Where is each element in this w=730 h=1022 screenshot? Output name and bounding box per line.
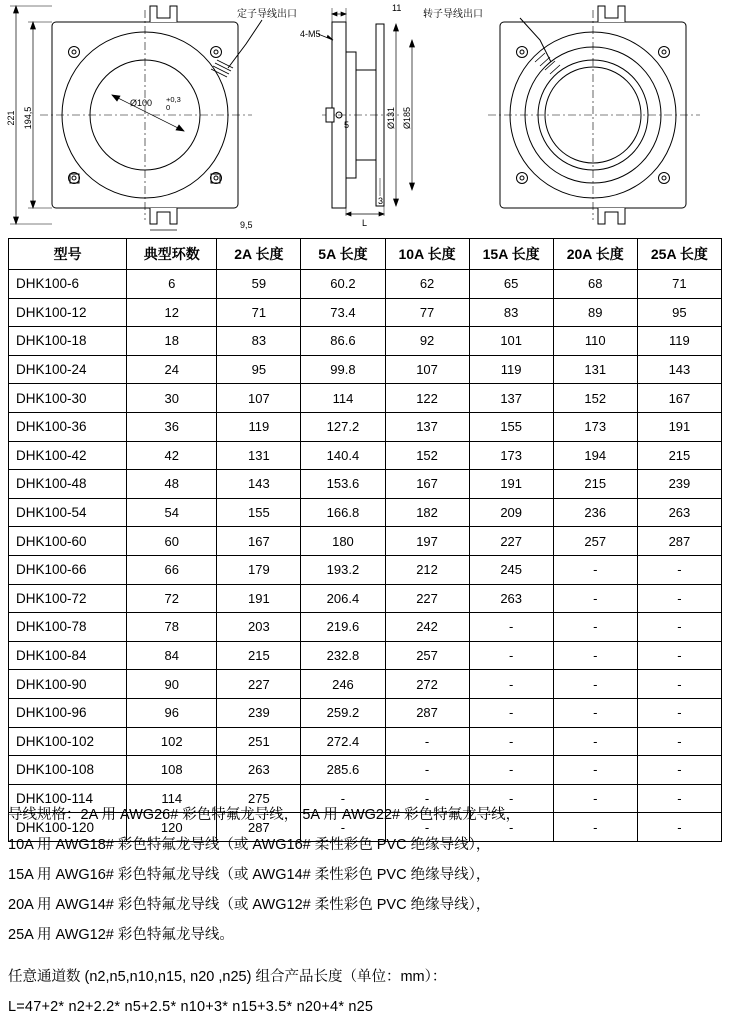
cell-5a: - bbox=[301, 784, 385, 813]
cell-15a: 101 bbox=[469, 327, 553, 356]
cell-25a: - bbox=[637, 813, 721, 842]
cell-2a: 287 bbox=[217, 813, 301, 842]
cell-rings: 114 bbox=[127, 784, 217, 813]
cell-20a: 110 bbox=[553, 327, 637, 356]
cell-2a: 119 bbox=[217, 412, 301, 441]
table-row bbox=[9, 555, 722, 584]
cell-15a: 209 bbox=[469, 498, 553, 527]
cell-10a: 107 bbox=[385, 355, 469, 384]
cell-20a: - bbox=[553, 613, 637, 642]
cell-2a: 275 bbox=[217, 784, 301, 813]
dim-3: 3 bbox=[378, 196, 384, 206]
cell-2a: 131 bbox=[217, 441, 301, 470]
dim-bore: Ø100 bbox=[129, 98, 153, 108]
table-row bbox=[9, 441, 722, 470]
cell-10a: - bbox=[385, 813, 469, 842]
notes-section bbox=[8, 800, 722, 1022]
cell-15a: 155 bbox=[469, 412, 553, 441]
cell-10a: 62 bbox=[385, 270, 469, 299]
note-line-3: 15A 用 AWG16# 彩色特氟龙导线（或 AWG14# 柔性彩色 PVC 绝缘导线）， bbox=[8, 867, 491, 883]
cell-25a: 95 bbox=[637, 298, 721, 327]
cell-15a: 227 bbox=[469, 527, 553, 556]
cell-20a: - bbox=[553, 555, 637, 584]
cell-25a: - bbox=[637, 756, 721, 785]
technical-drawing bbox=[0, 0, 730, 238]
cell-model: DHK100-12 bbox=[9, 298, 127, 327]
cell-model: DHK100-6 bbox=[9, 270, 127, 299]
dim-L: L bbox=[362, 218, 368, 228]
table-row bbox=[9, 412, 722, 441]
cell-rings: 6 bbox=[127, 270, 217, 299]
label-stator-outlet: 定子导线出口 bbox=[237, 9, 297, 20]
cell-5a: - bbox=[301, 813, 385, 842]
cell-10a: 227 bbox=[385, 584, 469, 613]
cell-rings: 30 bbox=[127, 384, 217, 413]
footer-line-1: 任意通道数 (n2,n5,n10,n15, n20 ,n25) 组合产品长度（单位：mm）： bbox=[8, 969, 447, 985]
cell-model: DHK100-78 bbox=[9, 613, 127, 642]
cell-20a: - bbox=[553, 641, 637, 670]
cell-5a: 114 bbox=[301, 384, 385, 413]
cell-5a: 232.8 bbox=[301, 641, 385, 670]
cell-rings: 84 bbox=[127, 641, 217, 670]
cell-model: DHK100-90 bbox=[9, 670, 127, 699]
cell-10a: 137 bbox=[385, 412, 469, 441]
cell-15a: - bbox=[469, 727, 553, 756]
cell-20a: 131 bbox=[553, 355, 637, 384]
cell-rings: 102 bbox=[127, 727, 217, 756]
cell-20a: 236 bbox=[553, 498, 637, 527]
dim-194-5: 194,5 bbox=[23, 106, 33, 130]
cell-20a: - bbox=[553, 756, 637, 785]
cell-15a: - bbox=[469, 698, 553, 727]
cell-20a: 194 bbox=[553, 441, 637, 470]
cell-model: DHK100-24 bbox=[9, 355, 127, 384]
cell-model: DHK100-120 bbox=[9, 813, 127, 842]
spec-table bbox=[8, 238, 722, 842]
cell-2a: 71 bbox=[217, 298, 301, 327]
table-row bbox=[9, 698, 722, 727]
table-row bbox=[9, 270, 722, 299]
cell-25a: - bbox=[637, 698, 721, 727]
cell-rings: 72 bbox=[127, 584, 217, 613]
cell-10a: - bbox=[385, 756, 469, 785]
cell-20a: - bbox=[553, 670, 637, 699]
cell-15a: - bbox=[469, 784, 553, 813]
cell-20a: - bbox=[553, 813, 637, 842]
cell-10a: 167 bbox=[385, 470, 469, 499]
cell-2a: 59 bbox=[217, 270, 301, 299]
cell-10a: 182 bbox=[385, 498, 469, 527]
table-row bbox=[9, 355, 722, 384]
cell-15a: 263 bbox=[469, 584, 553, 613]
cell-model: DHK100-42 bbox=[9, 441, 127, 470]
cell-25a: - bbox=[637, 727, 721, 756]
cell-10a: - bbox=[385, 784, 469, 813]
cell-15a: 245 bbox=[469, 555, 553, 584]
cell-rings: 120 bbox=[127, 813, 217, 842]
note-line-1: 导线规格：2A 用 AWG26# 彩色特氟龙导线， 5A 用 AWG22# 彩色特氟龙导线， bbox=[8, 807, 521, 823]
col-header-10a: 10A 长度 bbox=[385, 239, 469, 270]
cell-25a: - bbox=[637, 555, 721, 584]
cell-model: DHK100-84 bbox=[9, 641, 127, 670]
cell-25a: - bbox=[637, 613, 721, 642]
cell-model: DHK100-30 bbox=[9, 384, 127, 413]
cell-15a: - bbox=[469, 756, 553, 785]
cell-2a: 203 bbox=[217, 613, 301, 642]
table-row bbox=[9, 641, 722, 670]
cell-5a: 285.6 bbox=[301, 756, 385, 785]
note-line-5: 25A 用 AWG12# 彩色特氟龙导线。 bbox=[8, 927, 234, 943]
cell-25a: - bbox=[637, 784, 721, 813]
cell-2a: 251 bbox=[217, 727, 301, 756]
cell-10a: 92 bbox=[385, 327, 469, 356]
cell-20a: 257 bbox=[553, 527, 637, 556]
dim-221: 221 bbox=[6, 110, 16, 126]
cell-15a: - bbox=[469, 670, 553, 699]
label-4-m5: 4-M5 bbox=[300, 29, 321, 39]
cell-2a: 107 bbox=[217, 384, 301, 413]
cell-15a: 137 bbox=[469, 384, 553, 413]
dim-131: Ø131 bbox=[386, 106, 396, 130]
note-line-4: 20A 用 AWG14# 彩色特氟龙导线（或 AWG12# 柔性彩色 PVC 绝缘导线）， bbox=[8, 897, 491, 913]
cell-15a: 119 bbox=[469, 355, 553, 384]
cell-5a: 219.6 bbox=[301, 613, 385, 642]
cell-rings: 96 bbox=[127, 698, 217, 727]
cell-5a: 246 bbox=[301, 670, 385, 699]
cell-5a: 60.2 bbox=[301, 270, 385, 299]
cell-10a: - bbox=[385, 727, 469, 756]
cell-25a: 191 bbox=[637, 412, 721, 441]
cell-rings: 18 bbox=[127, 327, 217, 356]
cell-2a: 191 bbox=[217, 584, 301, 613]
cell-10a: 77 bbox=[385, 298, 469, 327]
cell-25a: 287 bbox=[637, 527, 721, 556]
cell-2a: 155 bbox=[217, 498, 301, 527]
cell-25a: 119 bbox=[637, 327, 721, 356]
cell-5a: 206.4 bbox=[301, 584, 385, 613]
cell-15a: - bbox=[469, 641, 553, 670]
table-row bbox=[9, 298, 722, 327]
cell-25a: - bbox=[637, 641, 721, 670]
cell-15a: 65 bbox=[469, 270, 553, 299]
cell-model: DHK100-60 bbox=[9, 527, 127, 556]
cell-20a: - bbox=[553, 727, 637, 756]
footer-formula: L=47+2* n2+2.2* n5+2.5* n10+3* n15+3.5* n20+4* n25 bbox=[8, 999, 374, 1015]
dim-bore-tol-upper: +0,3 bbox=[166, 95, 181, 104]
cell-model: DHK100-96 bbox=[9, 698, 127, 727]
cell-25a: 215 bbox=[637, 441, 721, 470]
cell-model: DHK100-36 bbox=[9, 412, 127, 441]
cell-2a: 179 bbox=[217, 555, 301, 584]
table-body bbox=[9, 270, 722, 842]
cell-20a: - bbox=[553, 784, 637, 813]
cell-5a: 86.6 bbox=[301, 327, 385, 356]
note-line-2: 10A 用 AWG18# 彩色特氟龙导线（或 AWG16# 柔性彩色 PVC 绝缘导线）， bbox=[8, 837, 491, 853]
cell-20a: - bbox=[553, 698, 637, 727]
cell-20a: - bbox=[553, 584, 637, 613]
cell-rings: 36 bbox=[127, 412, 217, 441]
cell-25a: 167 bbox=[637, 384, 721, 413]
col-header-5a: 5A 长度 bbox=[301, 239, 385, 270]
cell-rings: 24 bbox=[127, 355, 217, 384]
cell-rings: 42 bbox=[127, 441, 217, 470]
cell-2a: 95 bbox=[217, 355, 301, 384]
cell-5a: 153.6 bbox=[301, 470, 385, 499]
cell-5a: 99.8 bbox=[301, 355, 385, 384]
cell-5a: 180 bbox=[301, 527, 385, 556]
table-row bbox=[9, 470, 722, 499]
cell-25a: 71 bbox=[637, 270, 721, 299]
cell-5a: 259.2 bbox=[301, 698, 385, 727]
table-row bbox=[9, 327, 722, 356]
dim-5: 5 bbox=[344, 120, 350, 130]
cell-20a: 152 bbox=[553, 384, 637, 413]
cell-15a: - bbox=[469, 813, 553, 842]
cell-25a: 239 bbox=[637, 470, 721, 499]
cell-2a: 239 bbox=[217, 698, 301, 727]
cell-10a: 257 bbox=[385, 641, 469, 670]
table-row bbox=[9, 498, 722, 527]
cell-10a: 242 bbox=[385, 613, 469, 642]
cell-model: DHK100-18 bbox=[9, 327, 127, 356]
table-row bbox=[9, 384, 722, 413]
table-row bbox=[9, 527, 722, 556]
cell-2a: 143 bbox=[217, 470, 301, 499]
cell-25a: 143 bbox=[637, 355, 721, 384]
cell-10a: 287 bbox=[385, 698, 469, 727]
col-header-15a: 15A 长度 bbox=[469, 239, 553, 270]
cell-2a: 215 bbox=[217, 641, 301, 670]
cell-5a: 193.2 bbox=[301, 555, 385, 584]
cell-20a: 215 bbox=[553, 470, 637, 499]
table-row bbox=[9, 727, 722, 756]
cell-5a: 140.4 bbox=[301, 441, 385, 470]
cell-model: DHK100-72 bbox=[9, 584, 127, 613]
cell-2a: 263 bbox=[217, 756, 301, 785]
col-header-2a: 2A 长度 bbox=[217, 239, 301, 270]
col-header-20a: 20A 长度 bbox=[553, 239, 637, 270]
cell-rings: 12 bbox=[127, 298, 217, 327]
cell-10a: 272 bbox=[385, 670, 469, 699]
cell-model: DHK100-114 bbox=[9, 784, 127, 813]
cell-model: DHK100-48 bbox=[9, 470, 127, 499]
cell-model: DHK100-102 bbox=[9, 727, 127, 756]
table-row bbox=[9, 584, 722, 613]
cell-rings: 66 bbox=[127, 555, 217, 584]
cell-rings: 48 bbox=[127, 470, 217, 499]
label-rotor-outlet: 转子导线出口 bbox=[423, 9, 483, 20]
cell-10a: 197 bbox=[385, 527, 469, 556]
col-header-25a: 25A 长度 bbox=[637, 239, 721, 270]
spec-table-container bbox=[8, 238, 722, 842]
dim-9-5: 9,5 bbox=[240, 220, 253, 230]
table-row bbox=[9, 670, 722, 699]
cell-rings: 60 bbox=[127, 527, 217, 556]
cell-model: DHK100-108 bbox=[9, 756, 127, 785]
cell-25a: - bbox=[637, 584, 721, 613]
cell-rings: 78 bbox=[127, 613, 217, 642]
col-header-rings: 典型环数 bbox=[127, 239, 217, 270]
cell-15a: - bbox=[469, 613, 553, 642]
cell-5a: 166.8 bbox=[301, 498, 385, 527]
dim-11: 11 bbox=[392, 3, 402, 13]
cell-25a: - bbox=[637, 670, 721, 699]
cell-20a: 173 bbox=[553, 412, 637, 441]
cell-25a: 263 bbox=[637, 498, 721, 527]
cell-10a: 152 bbox=[385, 441, 469, 470]
cell-model: DHK100-54 bbox=[9, 498, 127, 527]
cell-2a: 167 bbox=[217, 527, 301, 556]
cell-2a: 83 bbox=[217, 327, 301, 356]
cell-15a: 173 bbox=[469, 441, 553, 470]
cell-20a: 89 bbox=[553, 298, 637, 327]
dim-185: Ø185 bbox=[402, 106, 412, 130]
cell-rings: 54 bbox=[127, 498, 217, 527]
table-row bbox=[9, 756, 722, 785]
dim-bore-tol-lower: 0 bbox=[166, 103, 171, 112]
cell-5a: 127.2 bbox=[301, 412, 385, 441]
cell-5a: 272.4 bbox=[301, 727, 385, 756]
table-row bbox=[9, 613, 722, 642]
cell-5a: 73.4 bbox=[301, 298, 385, 327]
cell-2a: 227 bbox=[217, 670, 301, 699]
cell-10a: 122 bbox=[385, 384, 469, 413]
cell-10a: 212 bbox=[385, 555, 469, 584]
cell-model: DHK100-66 bbox=[9, 555, 127, 584]
table-header-row bbox=[9, 239, 722, 270]
col-header-model: 型号 bbox=[9, 239, 127, 270]
cell-20a: 68 bbox=[553, 270, 637, 299]
cell-rings: 90 bbox=[127, 670, 217, 699]
cell-rings: 108 bbox=[127, 756, 217, 785]
cell-15a: 83 bbox=[469, 298, 553, 327]
cell-15a: 191 bbox=[469, 470, 553, 499]
